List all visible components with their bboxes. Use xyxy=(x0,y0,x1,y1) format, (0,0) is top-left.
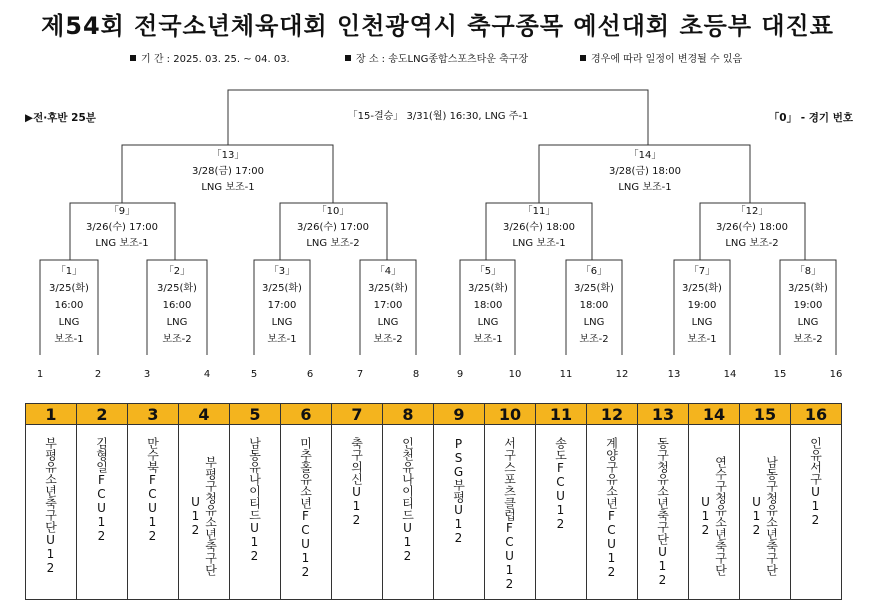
team-name: 인유서구U12 xyxy=(808,437,823,527)
team-name: 계양구유소년FCU12 xyxy=(604,437,619,579)
team-number-cell: 3 xyxy=(128,404,179,425)
team-name-cell xyxy=(230,425,281,600)
seed-number: 2 xyxy=(94,369,102,380)
seed-number: 3 xyxy=(143,369,151,380)
team-number-cell: 2 xyxy=(77,404,128,425)
team-name: 동구청유소년축구단U12 xyxy=(655,437,670,587)
r1-match-6: 「6」 3/25(화) 18:00 LNG 보조-2 xyxy=(574,266,614,345)
seed-number: 14 xyxy=(723,369,737,380)
team-number-cell: 8 xyxy=(383,404,434,425)
qf-match-10: 「10」 3/26(수) 17:00 LNG 보조-2 xyxy=(297,206,369,249)
team-name: PSG부평U12 xyxy=(451,437,466,545)
info-notice: 경우에 따라 일정이 변경될 수 있음 xyxy=(580,50,742,65)
team-name-cell xyxy=(77,425,128,600)
team-name-cell xyxy=(128,425,179,600)
team-number-cell: 11 xyxy=(536,404,587,425)
qf-match-9: 「9」 3/26(수) 17:00 LNG 보조-1 xyxy=(86,206,158,249)
match-duration-note: ▶전·후반 25분 xyxy=(25,112,96,124)
r1-match-5: 「5」 3/25(화) 18:00 LNG 보조-1 xyxy=(468,266,508,345)
seed-number: 11 xyxy=(559,369,573,380)
team-number-cell: 4 xyxy=(179,404,230,425)
team-name-cell xyxy=(587,425,638,600)
semi-match-14: 「14」 3/28(금) 18:00 LNG 보조-1 xyxy=(609,150,681,193)
r1-match-4: 「4」 3/25(화) 17:00 LNG 보조-2 xyxy=(368,266,408,345)
team-name: 연수구청유소년축구단U12 xyxy=(698,456,728,576)
team-name: 만수북FCU12 xyxy=(145,437,160,543)
seed-number: 9 xyxy=(456,369,464,380)
r1-match-2: 「2」 3/25(화) 16:00 LNG 보조-2 xyxy=(157,266,197,345)
team-name: 송도FCU12 xyxy=(553,437,568,531)
team-number-row xyxy=(26,404,842,425)
team-name-cell xyxy=(536,425,587,600)
team-name-cell xyxy=(689,425,740,600)
team-name-cell xyxy=(485,425,536,600)
seed-number: 10 xyxy=(508,369,522,380)
team-number-cell: 12 xyxy=(587,404,638,425)
r1-match-3: 「3」 3/25(화) 17:00 LNG 보조-1 xyxy=(262,266,302,345)
team-name-cell xyxy=(740,425,791,600)
team-name-row xyxy=(26,425,842,600)
team-number-cell: 9 xyxy=(434,404,485,425)
team-name-cell xyxy=(638,425,689,600)
r1-match-1: 「1」 3/25(화) 16:00 LNG 보조-1 xyxy=(49,266,89,345)
seed-number: 13 xyxy=(667,369,681,380)
r1-match-7: 「7」 3/25(화) 19:00 LNG 보조-1 xyxy=(682,266,722,345)
qf-match-12: 「12」 3/26(수) 18:00 LNG 보조-2 xyxy=(716,206,788,249)
team-name: 축구의신U12 xyxy=(349,437,364,527)
page-title: 제54회 전국소년체육대회 인천광역시 축구종목 예선대회 초등부 대진표 xyxy=(41,12,834,40)
team-name: 서구스포츠클럽FCU12 xyxy=(502,437,517,591)
team-name-cell xyxy=(179,425,230,600)
team-number-cell: 7 xyxy=(332,404,383,425)
seed-number: 16 xyxy=(829,369,843,380)
team-name: 부평구청유소년축구단U12 xyxy=(188,456,218,576)
seed-number: 12 xyxy=(615,369,629,380)
semi-match-13: 「13」 3/28(금) 17:00 LNG 보조-1 xyxy=(192,150,264,193)
team-name-cell xyxy=(26,425,77,600)
team-number-cell: 14 xyxy=(689,404,740,425)
seed-number: 1 xyxy=(36,369,44,380)
team-name: 남동구청유소년축구단U12 xyxy=(749,456,779,576)
team-number-cell: 6 xyxy=(281,404,332,425)
seed-number: 5 xyxy=(250,369,258,380)
team-number-cell: 1 xyxy=(26,404,77,425)
team-table xyxy=(25,403,842,600)
seed-number: 7 xyxy=(356,369,364,380)
qf-match-11: 「11」 3/26(수) 18:00 LNG 보조-1 xyxy=(503,206,575,249)
seed-number: 8 xyxy=(412,369,420,380)
team-name-cell xyxy=(383,425,434,600)
team-number-cell: 13 xyxy=(638,404,689,425)
team-name-cell xyxy=(332,425,383,600)
team-name: 인천유나이티드U12 xyxy=(400,437,415,563)
team-name: 부평유소년축구단U12 xyxy=(43,437,58,575)
team-number-cell: 5 xyxy=(230,404,281,425)
seed-number: 4 xyxy=(203,369,211,380)
team-name-cell xyxy=(281,425,332,600)
seed-number: 6 xyxy=(306,369,314,380)
team-number-cell: 16 xyxy=(791,404,842,425)
team-name: 남동유나이티드U12 xyxy=(247,437,262,563)
team-name-cell xyxy=(434,425,485,600)
team-name: 김형일FCU12 xyxy=(94,437,109,543)
info-venue: 장 소 : 송도LNG종합스포츠타운 축구장 xyxy=(345,50,528,65)
team-number-cell: 10 xyxy=(485,404,536,425)
seed-number: 15 xyxy=(773,369,787,380)
r1-match-8: 「8」 3/25(화) 19:00 LNG 보조-2 xyxy=(788,266,828,345)
team-number-cell: 15 xyxy=(740,404,791,425)
final-match-label: 「15-결승」 3/31(월) 16:30, LNG 주-1 xyxy=(347,111,529,122)
team-name-cell xyxy=(791,425,842,600)
info-period: 기 간 : 2025. 03. 25. ~ 04. 03. xyxy=(130,50,290,65)
match-number-legend: 「0」 - 경기 번호 xyxy=(768,112,853,124)
team-name: 미추홀유소년FCU12 xyxy=(298,437,313,579)
